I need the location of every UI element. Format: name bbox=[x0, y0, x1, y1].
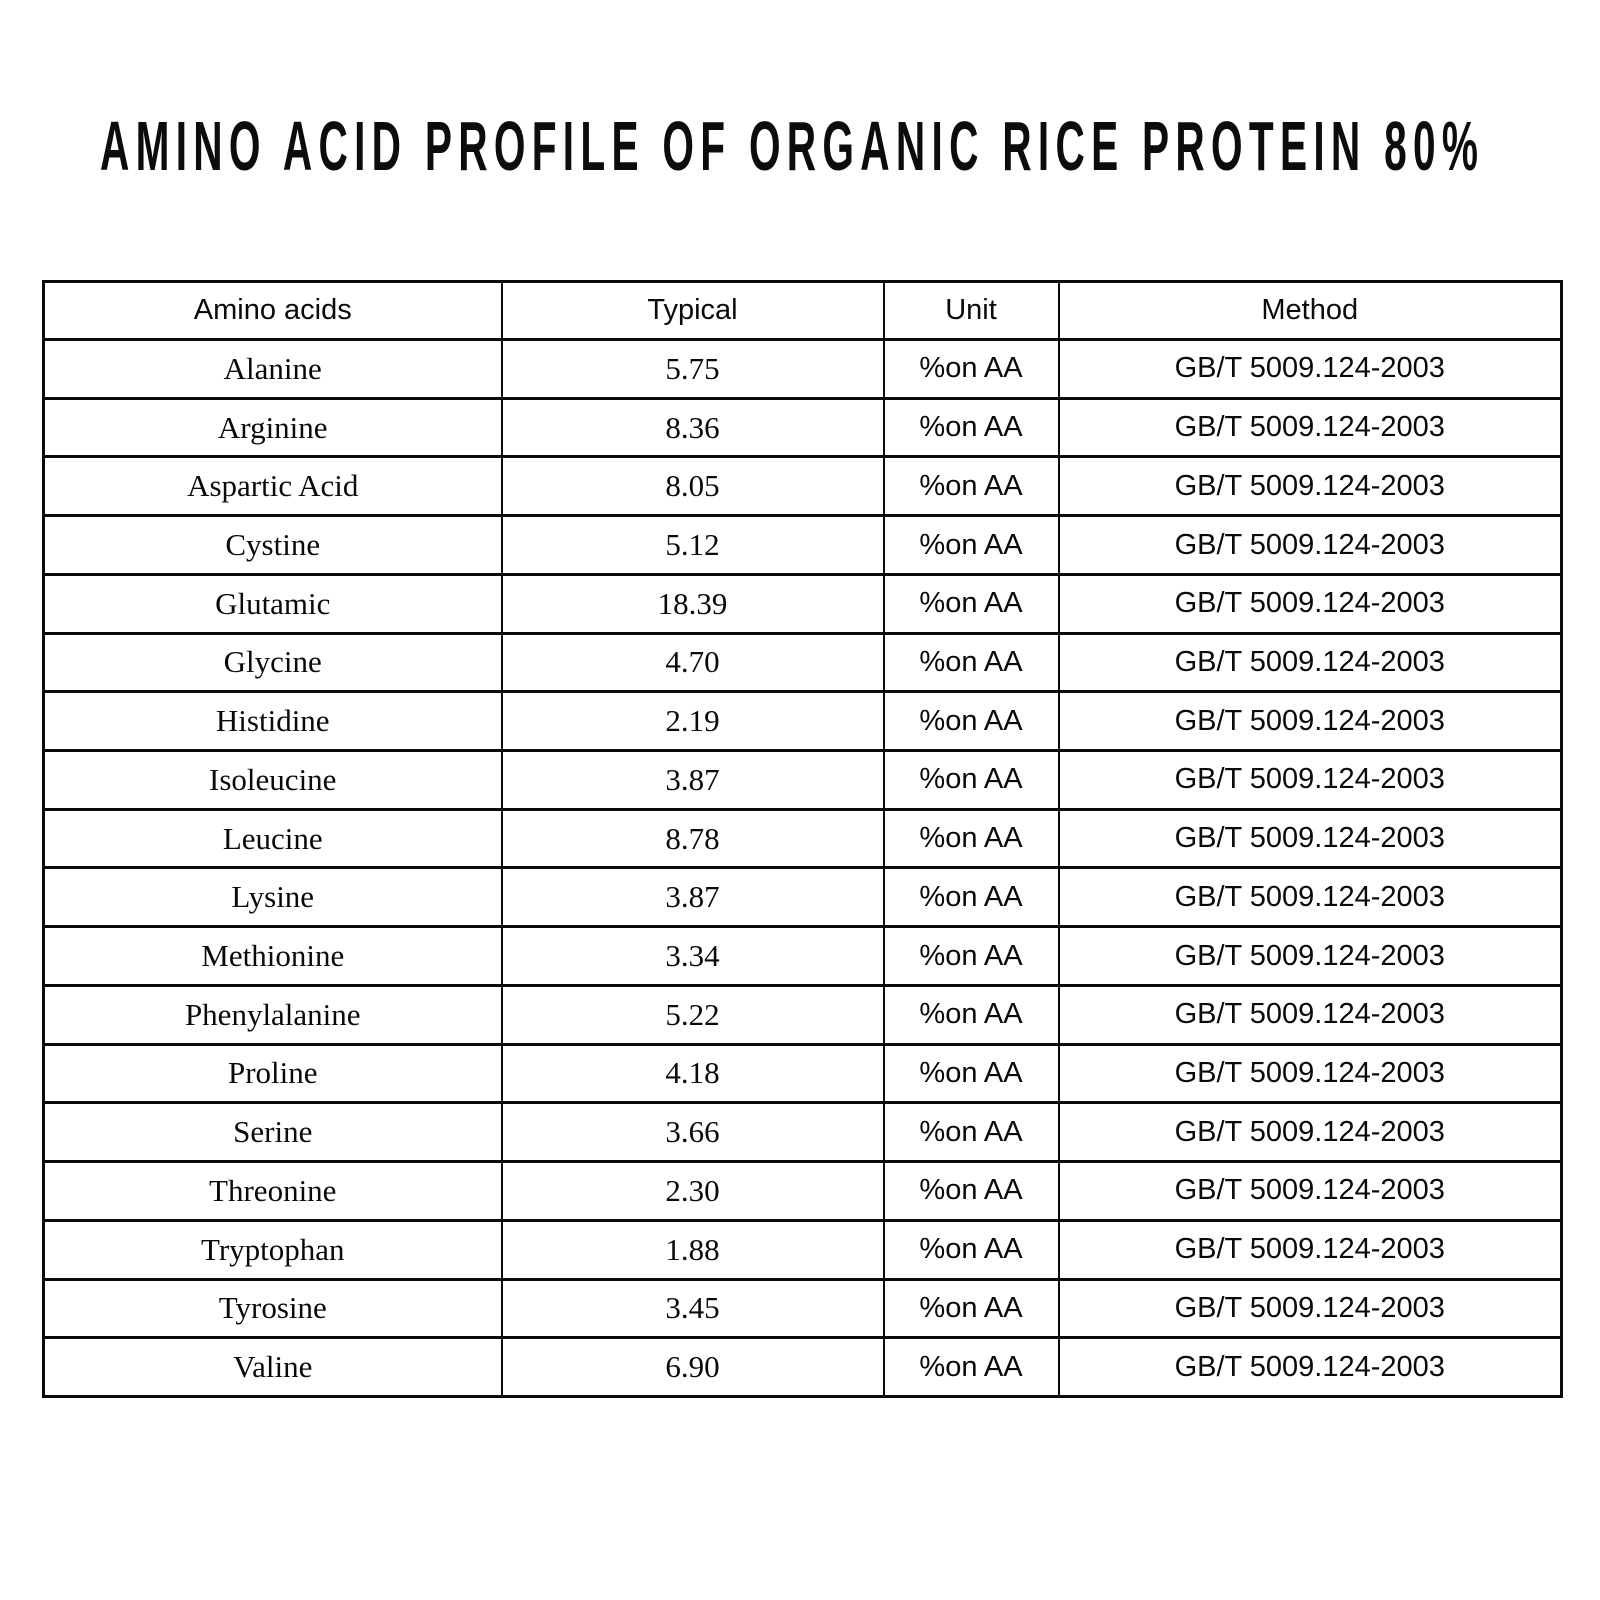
typical-cell: 1.88 bbox=[502, 1220, 884, 1279]
amino-acid-cell: Arginine bbox=[44, 398, 502, 457]
amino-acid-cell: Proline bbox=[44, 1044, 502, 1103]
table-header bbox=[44, 282, 1562, 340]
table-row bbox=[44, 633, 1562, 692]
unit-cell: %on AA bbox=[884, 398, 1059, 457]
typical-cell: 2.19 bbox=[502, 692, 884, 751]
typical-cell: 3.66 bbox=[502, 1103, 884, 1162]
typical-cell: 3.34 bbox=[502, 927, 884, 986]
typical-cell: 8.78 bbox=[502, 809, 884, 868]
table-row bbox=[44, 398, 1562, 457]
unit-cell: %on AA bbox=[884, 1220, 1059, 1279]
typical-cell: 18.39 bbox=[502, 574, 884, 633]
method-cell: GB/T 5009.124-2003 bbox=[1059, 1044, 1562, 1103]
method-cell: GB/T 5009.124-2003 bbox=[1059, 985, 1562, 1044]
amino-acid-cell: Phenylalanine bbox=[44, 985, 502, 1044]
typical-cell: 5.22 bbox=[502, 985, 884, 1044]
method-cell: GB/T 5009.124-2003 bbox=[1059, 927, 1562, 986]
unit-cell: %on AA bbox=[884, 340, 1059, 399]
method-cell: GB/T 5009.124-2003 bbox=[1059, 1220, 1562, 1279]
amino-acid-cell: Cystine bbox=[44, 516, 502, 575]
method-cell: GB/T 5009.124-2003 bbox=[1059, 868, 1562, 927]
typical-cell: 6.90 bbox=[502, 1338, 884, 1397]
header-amino-acids: Amino acids bbox=[44, 282, 502, 340]
unit-cell: %on AA bbox=[884, 574, 1059, 633]
table-row bbox=[44, 1338, 1562, 1397]
unit-cell: %on AA bbox=[884, 868, 1059, 927]
unit-cell: %on AA bbox=[884, 985, 1059, 1044]
header-unit: Unit bbox=[884, 282, 1059, 340]
method-cell: GB/T 5009.124-2003 bbox=[1059, 398, 1562, 457]
amino-acid-cell: Methionine bbox=[44, 927, 502, 986]
typical-cell: 4.18 bbox=[502, 1044, 884, 1103]
unit-cell: %on AA bbox=[884, 633, 1059, 692]
table-row bbox=[44, 692, 1562, 751]
table-row bbox=[44, 516, 1562, 575]
table-row bbox=[44, 751, 1562, 810]
method-cell: GB/T 5009.124-2003 bbox=[1059, 516, 1562, 575]
amino-acid-cell: Threonine bbox=[44, 1162, 502, 1221]
table-row bbox=[44, 1103, 1562, 1162]
unit-cell: %on AA bbox=[884, 927, 1059, 986]
table-row bbox=[44, 1220, 1562, 1279]
amino-acid-cell: Histidine bbox=[44, 692, 502, 751]
method-cell: GB/T 5009.124-2003 bbox=[1059, 751, 1562, 810]
method-cell: GB/T 5009.124-2003 bbox=[1059, 1279, 1562, 1338]
amino-acid-cell: Glycine bbox=[44, 633, 502, 692]
amino-acid-cell: Isoleucine bbox=[44, 751, 502, 810]
amino-acid-cell: Lysine bbox=[44, 868, 502, 927]
table-row bbox=[44, 927, 1562, 986]
table-row bbox=[44, 809, 1562, 868]
unit-cell: %on AA bbox=[884, 809, 1059, 868]
unit-cell: %on AA bbox=[884, 1044, 1059, 1103]
table-row bbox=[44, 985, 1562, 1044]
typical-cell: 3.87 bbox=[502, 868, 884, 927]
header-typical: Typical bbox=[502, 282, 884, 340]
header-row bbox=[44, 282, 1562, 340]
method-cell: GB/T 5009.124-2003 bbox=[1059, 340, 1562, 399]
typical-cell: 2.30 bbox=[502, 1162, 884, 1221]
table-row bbox=[44, 868, 1562, 927]
amino-acid-cell: Tryptophan bbox=[44, 1220, 502, 1279]
unit-cell: %on AA bbox=[884, 1103, 1059, 1162]
amino-acid-cell: Serine bbox=[44, 1103, 502, 1162]
table-row bbox=[44, 1162, 1562, 1221]
amino-acid-cell: Valine bbox=[44, 1338, 502, 1397]
amino-acid-table bbox=[42, 280, 1563, 1398]
amino-acid-cell: Glutamic bbox=[44, 574, 502, 633]
method-cell: GB/T 5009.124-2003 bbox=[1059, 633, 1562, 692]
method-cell: GB/T 5009.124-2003 bbox=[1059, 1103, 1562, 1162]
amino-acid-cell: Alanine bbox=[44, 340, 502, 399]
header-method: Method bbox=[1059, 282, 1562, 340]
amino-acid-cell: Tyrosine bbox=[44, 1279, 502, 1338]
unit-cell: %on AA bbox=[884, 1338, 1059, 1397]
unit-cell: %on AA bbox=[884, 1279, 1059, 1338]
unit-cell: %on AA bbox=[884, 457, 1059, 516]
table-row bbox=[44, 457, 1562, 516]
amino-acid-cell: Leucine bbox=[44, 809, 502, 868]
method-cell: GB/T 5009.124-2003 bbox=[1059, 692, 1562, 751]
amino-acid-cell: Aspartic Acid bbox=[44, 457, 502, 516]
unit-cell: %on AA bbox=[884, 516, 1059, 575]
method-cell: GB/T 5009.124-2003 bbox=[1059, 1338, 1562, 1397]
typical-cell: 3.87 bbox=[502, 751, 884, 810]
table-row bbox=[44, 574, 1562, 633]
unit-cell: %on AA bbox=[884, 692, 1059, 751]
table-row bbox=[44, 1044, 1562, 1103]
typical-cell: 5.12 bbox=[502, 516, 884, 575]
table-body bbox=[44, 340, 1562, 1397]
typical-cell: 8.05 bbox=[502, 457, 884, 516]
typical-cell: 4.70 bbox=[502, 633, 884, 692]
typical-cell: 8.36 bbox=[502, 398, 884, 457]
typical-cell: 5.75 bbox=[502, 340, 884, 399]
table-row bbox=[44, 1279, 1562, 1338]
typical-cell: 3.45 bbox=[502, 1279, 884, 1338]
page-title: AMINO ACID PROFILE OF ORGANIC RICE PROTEIN 80% bbox=[100, 107, 1485, 185]
method-cell: GB/T 5009.124-2003 bbox=[1059, 809, 1562, 868]
method-cell: GB/T 5009.124-2003 bbox=[1059, 574, 1562, 633]
table-row bbox=[44, 340, 1562, 399]
method-cell: GB/T 5009.124-2003 bbox=[1059, 1162, 1562, 1221]
unit-cell: %on AA bbox=[884, 1162, 1059, 1221]
unit-cell: %on AA bbox=[884, 751, 1059, 810]
method-cell: GB/T 5009.124-2003 bbox=[1059, 457, 1562, 516]
